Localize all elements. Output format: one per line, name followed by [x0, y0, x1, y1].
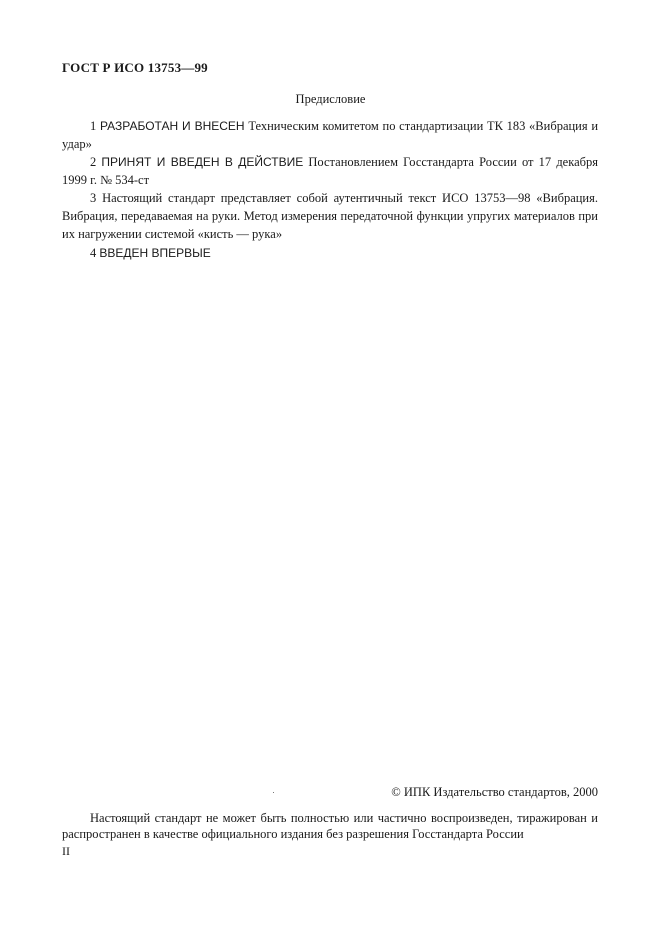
- scan-speck: [273, 792, 274, 793]
- copyright-line: © ИПК Издательство стандартов, 2000: [391, 785, 598, 799]
- item-lead: ВВЕДЕН ВПЕРВЫЕ: [99, 246, 211, 260]
- item-number: 3: [90, 191, 97, 205]
- item-lead: РАЗРАБОТАН И ВНЕСЕН: [99, 119, 245, 133]
- page-number: II: [62, 844, 70, 858]
- foreword-item-3: [62, 189, 598, 243]
- document-code: ГОСТ Р ИСО 13753—99: [62, 60, 208, 75]
- item-lead: ПРИНЯТ И ВВЕДЕН В ДЕЙСТВИЕ: [101, 155, 304, 169]
- item-number: 4: [90, 246, 97, 260]
- reproduction-notice: Настоящий стандарт не может быть полностью или частично воспроизведен, тиражирован и распространен в качестве официального издания без разрешения Госстандарта России: [62, 811, 598, 841]
- item-text: Техническим комитетом по стандартизации ТК 183 «Вибрация и удар»: [62, 119, 599, 151]
- foreword-item-1: [62, 117, 598, 153]
- item-number: 2: [90, 155, 97, 169]
- item-number: 1: [90, 119, 97, 133]
- foreword-item-4: [62, 244, 598, 262]
- item-text: Настоящий стандарт представляет собой аутентичный текст ИСО 13753—98 «Вибрация. Вибрация, передаваемая на руки. Метод измерения передаточной функции упругих материалов при их нагружении системой «кисть — рука»: [62, 191, 598, 241]
- foreword-item-2: [62, 153, 598, 189]
- foreword-title-text: Предисловие: [295, 92, 366, 106]
- foreword-title: [0, 92, 661, 107]
- item-text: Постановлением Госстандарта России от 17 декабря 1999 г. № 534-ст: [62, 155, 599, 187]
